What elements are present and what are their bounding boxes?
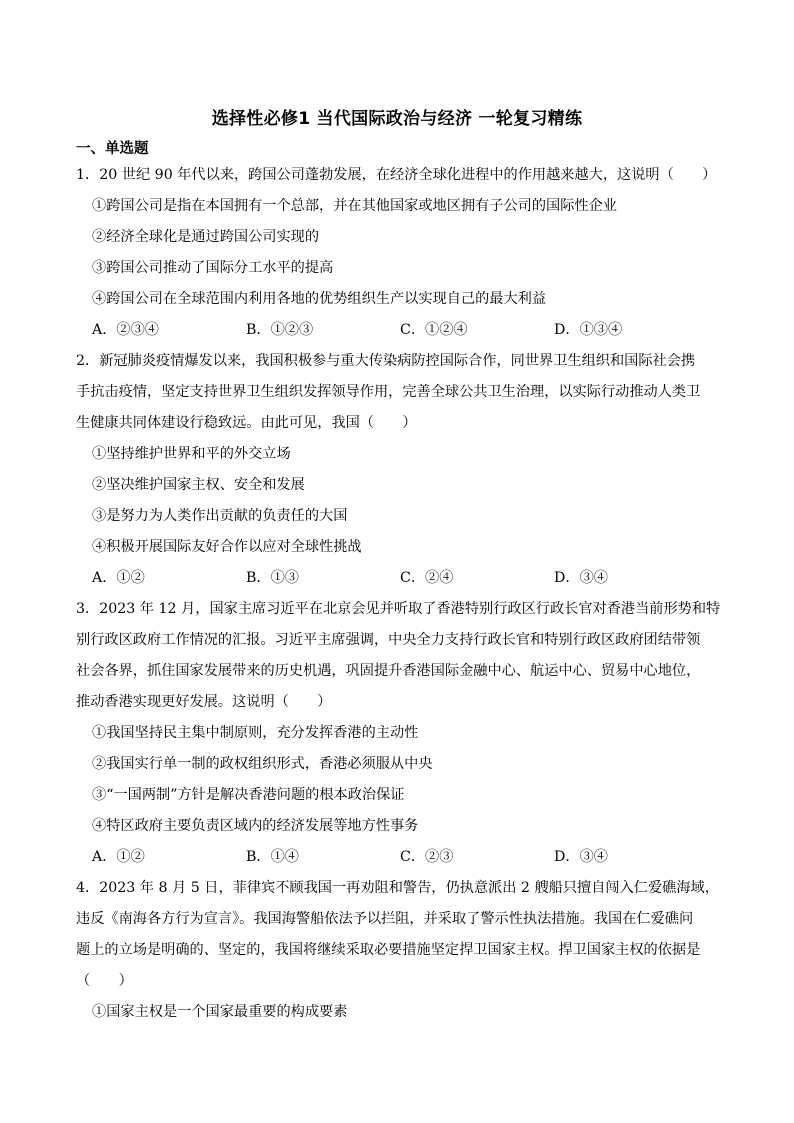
statement-4: ④特区政府主要负责区域内的经济发展等地方性事务	[92, 818, 419, 834]
question-stem-line: 违反《南海各方行为宣言》。我国海警船依法予以拦阻，并采取了警示性执法措施。我国在仁爱礁问	[76, 911, 694, 927]
answer-choices	[76, 315, 722, 346]
question-stem-line: 生健康共同体建设行稳致远。由此可见，我国（ ）	[76, 415, 417, 431]
statement-1: ①国家主权是一个国家最重要的构成要素	[92, 1004, 348, 1020]
question-list	[76, 160, 722, 1028]
question-stem-line: 1．20 世纪 90 年代以来，跨国公司蓬勃发展，在经济全球化进程中的作用越来越大，这说明（ ）	[76, 167, 717, 183]
statement-4: ④积极开展国际友好合作以应对全球性挑战	[92, 539, 362, 555]
statement-2: ②我国实行单一制的政权组织形式，香港必须服从中央	[92, 756, 433, 772]
question-stem-line: 3．2023 年 12 月，国家主席习近平在北京会见并听取了香港特别行政区行政长官对香港当前形势和特	[76, 601, 721, 617]
statement-4: ④跨国公司在全球范围内利用各地的优势组织生产以实现自己的最大利益	[92, 291, 547, 307]
question-stem-line: 2．新冠肺炎疫情爆发以来，我国积极参与重大传染病防控国际合作，同世界卫生组织和国际社会携	[76, 353, 696, 369]
statement-1: ①我国坚持民主集中制原则，充分发挥香港的主动性	[92, 725, 419, 741]
choice-a[interactable]: A．①②	[92, 570, 145, 586]
question-3	[76, 594, 722, 873]
choice-c[interactable]: C．②③	[400, 849, 454, 865]
choice-c[interactable]: C．②④	[400, 570, 454, 586]
question-stem-line: （ ）	[76, 973, 133, 989]
choice-d[interactable]: D．③④	[554, 849, 608, 865]
answer-choices	[76, 563, 722, 594]
question-stem-line: 社会各界，抓住国家发展带来的历史机遇，巩固提升香港国际金融中心、航运中心、贸易中心地位，	[76, 663, 701, 679]
question-2	[76, 346, 722, 594]
statement-3: ③“一国两制”方针是解决香港问题的根本政治保证	[92, 787, 405, 803]
section-heading: 一、单选题	[76, 141, 149, 157]
statement-3: ③跨国公司推动了国际分工水平的提高	[92, 260, 334, 276]
question-stem-line: 推动香港实现更好发展。这说明（ ）	[76, 694, 332, 710]
statement-2: ②坚决维护国家主权、安全和发展	[92, 477, 305, 493]
question-stem-line: 题上的立场是明确的、坚定的，我国将继续采取必要措施坚定捍卫国家主权。捍卫国家主权的依据是	[76, 942, 701, 958]
answer-choices	[76, 842, 722, 873]
statement-1: ①跨国公司是指在本国拥有一个总部，并在其他国家或地区拥有子公司的国际性企业	[92, 198, 617, 214]
choice-a[interactable]: A．②③④	[92, 322, 159, 338]
choice-b[interactable]: B．①②③	[246, 322, 314, 338]
document-title: 选择性必修1 当代国际政治与经济 一轮复习精练	[211, 109, 583, 129]
choice-d[interactable]: D．①③④	[554, 322, 623, 338]
statement-2: ②经济全球化是通过跨国公司实现的	[92, 229, 320, 245]
question-4	[76, 873, 722, 1028]
choice-a[interactable]: A．①②	[92, 849, 145, 865]
question-stem-line: 手抗击疫情，坚定支持世界卫生组织发挥领导作用，完善全球公共卫生治理，以实际行动推动人类卫	[76, 384, 701, 400]
choice-b[interactable]: B．①③	[246, 570, 299, 586]
question-stem-line: 别行政区政府工作情况的汇报。习近平主席强调，中央全力支持行政长官和特别行政区政府团结带领	[76, 632, 701, 648]
statement-1: ①坚持维护世界和平的外交立场	[92, 446, 291, 462]
question-1	[76, 160, 722, 346]
choice-d[interactable]: D．③④	[554, 570, 608, 586]
choice-b[interactable]: B．①④	[246, 849, 299, 865]
choice-c[interactable]: C．①②④	[400, 322, 468, 338]
question-stem-line: 4．2023 年 8 月 5 日，菲律宾不顾我国一再劝阻和警告，仍执意派出 2 艘船只擅自闯入仁爱礁海域，	[76, 880, 719, 896]
statement-3: ③是努力为人类作出贡献的负责任的大国	[92, 508, 348, 524]
